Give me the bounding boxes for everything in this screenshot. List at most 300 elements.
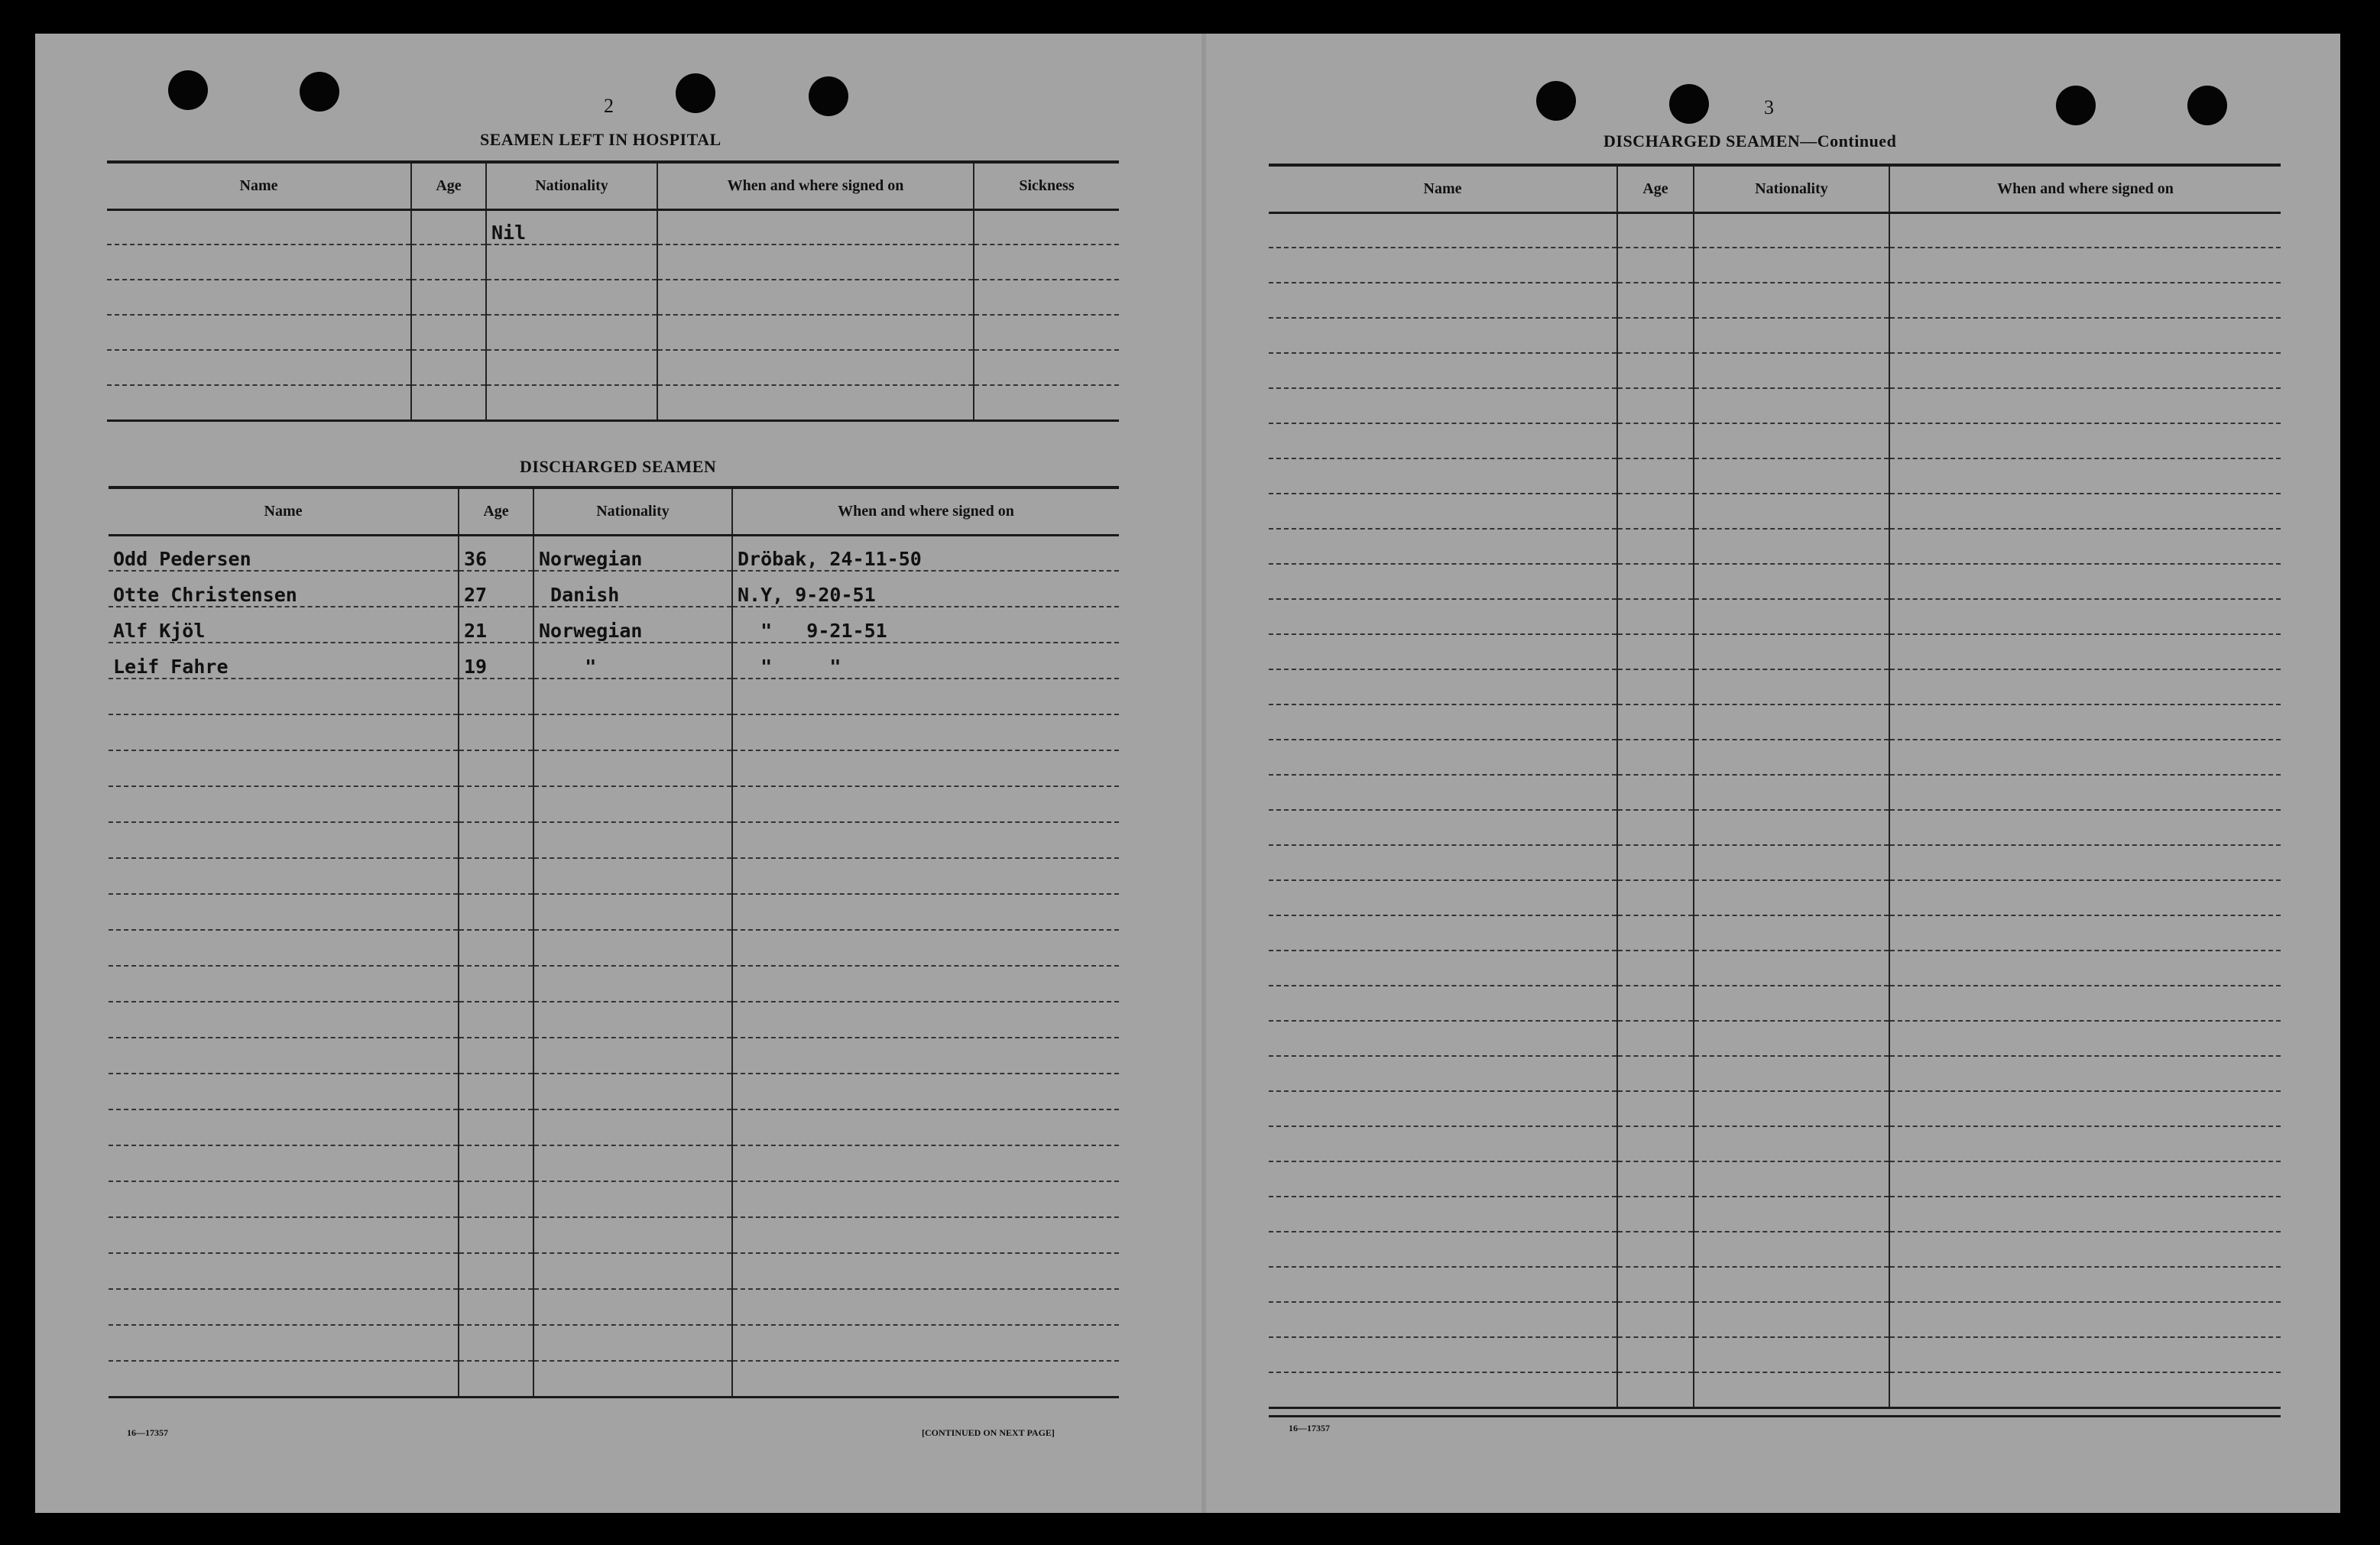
table-row [1269, 915, 2281, 951]
cell-age [459, 1181, 533, 1217]
cell-name [1269, 1302, 1617, 1337]
cell-name [109, 930, 459, 966]
cell-nationality [533, 1038, 732, 1074]
cell-age [459, 1074, 533, 1109]
cell-sickness [974, 315, 1119, 350]
table-row [109, 679, 1119, 714]
table-row [109, 643, 1119, 679]
cell-name [1269, 212, 1617, 248]
cell-signed-on [1889, 810, 2281, 845]
cell-nationality [533, 1074, 732, 1109]
cell-name [1269, 669, 1617, 704]
table-row [1269, 810, 2281, 845]
cell-age [1617, 740, 1694, 775]
cell-name [1269, 1126, 1617, 1161]
cell-age [1617, 845, 1694, 880]
hospital-section-title: SEAMEN LEFT IN HOSPITAL [480, 130, 721, 149]
cell-nationality [1694, 599, 1889, 634]
cell-name [109, 1038, 459, 1074]
cell-nationality [1694, 388, 1889, 423]
table-row [109, 1289, 1119, 1325]
table-row [1269, 951, 2281, 986]
cell-signed-on [732, 1109, 1119, 1145]
cell-age [1617, 775, 1694, 810]
cell-signed-on [1889, 599, 2281, 634]
cell-age [1617, 1126, 1694, 1161]
table-row [1269, 1302, 2281, 1337]
cell-name [1269, 494, 1617, 529]
cell-name [1269, 704, 1617, 740]
table-row [109, 930, 1119, 966]
cell-name [109, 1002, 459, 1038]
form-code: 16—17357 [1289, 1423, 1330, 1433]
table-row [1269, 423, 2281, 458]
cell-signed-on: " 9-21-51 [732, 607, 1119, 643]
table-row [1269, 599, 2281, 634]
cell-age [1617, 880, 1694, 915]
cell-signed-on: " " [732, 643, 1119, 679]
cell-nationality [1694, 1126, 1889, 1161]
discharged-table [109, 486, 1119, 1398]
cell-signed-on [1889, 1056, 2281, 1091]
cell-nationality [533, 822, 732, 858]
punch-hole [676, 73, 715, 113]
cell-age [1617, 388, 1694, 423]
cell-age [459, 1289, 533, 1325]
table-row [1269, 283, 2281, 318]
cell-nationality [1694, 1021, 1889, 1056]
cell-nationality [1694, 283, 1889, 318]
page-number: 3 [1764, 96, 1774, 118]
cell-sickness [974, 280, 1119, 315]
cell-name: Alf Kjöl [109, 607, 459, 643]
table-row [1269, 740, 2281, 775]
cell-name [109, 786, 459, 822]
cell-signed-on [1889, 388, 2281, 423]
cell-name [109, 1181, 459, 1217]
cell-age [1617, 599, 1694, 634]
cell-nationality [533, 1253, 732, 1289]
cell-name [1269, 634, 1617, 669]
cell-signed-on [1889, 283, 2281, 318]
cell-name [1269, 458, 1617, 494]
table-row [1269, 1372, 2281, 1407]
cell-signed-on [1889, 1197, 2281, 1232]
cell-signed-on [732, 786, 1119, 822]
column-header-name: Name [107, 162, 411, 209]
cell-nationality [533, 714, 732, 750]
cell-signed-on [1889, 1267, 2281, 1302]
table-row [107, 209, 1119, 245]
cell-age [1617, 1302, 1694, 1337]
cell-age [459, 750, 533, 786]
cell-nationality [533, 786, 732, 822]
table-row [1269, 669, 2281, 704]
cell-signed-on [1889, 494, 2281, 529]
column-header-nationality: Nationality [533, 487, 732, 535]
cell-name [109, 1109, 459, 1145]
cell-signed-on [1889, 1021, 2281, 1056]
cell-nationality [1694, 529, 1889, 564]
cell-signed-on [1889, 669, 2281, 704]
cell-name [1269, 1337, 1617, 1372]
table-row [1269, 1091, 2281, 1126]
cell-name [109, 1289, 459, 1325]
cell-nationality [1694, 1337, 1889, 1372]
cell-nationality [1694, 951, 1889, 986]
cell-signed-on [1889, 318, 2281, 353]
cell-name [1269, 248, 1617, 283]
cell-name [107, 385, 411, 420]
cell-signed-on [1889, 880, 2281, 915]
cell-nationality [533, 1217, 732, 1253]
table-row [1269, 318, 2281, 353]
cell-name [107, 245, 411, 280]
table-row [1269, 634, 2281, 669]
cell-age [411, 350, 486, 385]
cell-nationality [533, 1002, 732, 1038]
table-row [109, 714, 1119, 750]
table-row [109, 966, 1119, 1002]
table-row [109, 1109, 1119, 1145]
cell-signed-on [732, 858, 1119, 894]
cell-nationality [1694, 915, 1889, 951]
cell-nationality [1694, 212, 1889, 248]
cell-name [109, 1361, 459, 1397]
cell-name [109, 1217, 459, 1253]
cell-age [1617, 318, 1694, 353]
table-row [109, 607, 1119, 643]
table-row [1269, 248, 2281, 283]
cell-nationality [533, 966, 732, 1002]
cell-sickness [974, 209, 1119, 245]
table-bottom-rule [1269, 1415, 2281, 1417]
cell-name [107, 350, 411, 385]
table-row [109, 1038, 1119, 1074]
cell-name [1269, 529, 1617, 564]
cell-nationality [1694, 1232, 1889, 1267]
cell-signed-on [732, 750, 1119, 786]
cell-name [1269, 986, 1617, 1021]
cell-name [1269, 1021, 1617, 1056]
cell-signed-on [1889, 951, 2281, 986]
cell-name [109, 714, 459, 750]
table-row [109, 1361, 1119, 1397]
cell-signed-on [732, 1074, 1119, 1109]
table-row [1269, 1021, 2281, 1056]
table-row [1269, 388, 2281, 423]
cell-signed-on: Dröbak, 24-11-50 [732, 535, 1119, 571]
cell-age [411, 315, 486, 350]
table-row [107, 280, 1119, 315]
cell-name [1269, 1232, 1617, 1267]
cell-age [411, 280, 486, 315]
cell-age [459, 1038, 533, 1074]
discharged-continued-title-suffix: —Continued [1800, 131, 1897, 151]
cell-signed-on [732, 679, 1119, 714]
table-row [1269, 1337, 2281, 1372]
cell-signed-on [732, 1361, 1119, 1397]
table-row [1269, 1161, 2281, 1197]
cell-nationality [533, 930, 732, 966]
table-row [109, 535, 1119, 571]
cell-nationality [486, 245, 657, 280]
cell-age [459, 679, 533, 714]
punch-hole [1669, 84, 1709, 124]
cell-name [109, 858, 459, 894]
cell-name [109, 894, 459, 930]
table-row [1269, 1056, 2281, 1091]
cell-nationality [1694, 634, 1889, 669]
table-row [1269, 212, 2281, 248]
cell-nationality [1694, 564, 1889, 599]
cell-age [1617, 283, 1694, 318]
discharged-continued-title [1603, 131, 1896, 151]
cell-age [1617, 1056, 1694, 1091]
discharged-section-title: DISCHARGED SEAMEN [520, 457, 717, 476]
cell-signed-on [1889, 1161, 2281, 1197]
cell-nationality: Danish [533, 571, 732, 607]
cell-nationality: Nil [486, 209, 657, 245]
cell-nationality [486, 280, 657, 315]
cell-name [1269, 1091, 1617, 1126]
cell-name [1269, 1161, 1617, 1197]
cell-age: 19 [459, 643, 533, 679]
cell-name [107, 315, 411, 350]
cell-signed-on [1889, 248, 2281, 283]
cell-signed-on [1889, 1302, 2281, 1337]
cell-nationality [533, 894, 732, 930]
cell-age [1617, 1161, 1694, 1197]
cell-signed-on [1889, 986, 2281, 1021]
cell-signed-on [732, 1289, 1119, 1325]
punch-hole [1536, 81, 1576, 121]
cell-age [459, 894, 533, 930]
cell-name: Otte Christensen [109, 571, 459, 607]
table-row [1269, 845, 2281, 880]
cell-nationality [1694, 775, 1889, 810]
column-header-signed-on: When and where signed on [732, 487, 1119, 535]
cell-nationality [533, 858, 732, 894]
cell-age [1617, 1021, 1694, 1056]
cell-signed-on [1889, 1126, 2281, 1161]
cell-age [1617, 529, 1694, 564]
cell-nationality [1694, 986, 1889, 1021]
cell-name [107, 280, 411, 315]
cell-name [1269, 915, 1617, 951]
cell-nationality [1694, 248, 1889, 283]
table-row [109, 894, 1119, 930]
cell-name [1269, 1056, 1617, 1091]
cell-signed-on [732, 714, 1119, 750]
cell-age [459, 930, 533, 966]
cell-name: Leif Fahre [109, 643, 459, 679]
cell-name [109, 679, 459, 714]
cell-age [459, 786, 533, 822]
document-sheet [35, 34, 2340, 1513]
cell-age [1617, 353, 1694, 388]
cell-signed-on [1889, 1091, 2281, 1126]
cell-name [109, 750, 459, 786]
table-row [1269, 775, 2281, 810]
cell-signed-on [1889, 775, 2281, 810]
column-header-name: Name [109, 487, 459, 535]
cell-age: 27 [459, 571, 533, 607]
cell-age [1617, 248, 1694, 283]
cell-nationality [1694, 423, 1889, 458]
cell-sickness [974, 350, 1119, 385]
cell-signed-on [732, 1253, 1119, 1289]
cell-age [411, 209, 486, 245]
cell-nationality [1694, 1161, 1889, 1197]
table-row [107, 245, 1119, 280]
table-row [109, 1002, 1119, 1038]
punch-hole [809, 76, 848, 116]
cell-nationality [486, 315, 657, 350]
cell-nationality [1694, 704, 1889, 740]
cell-age [1617, 951, 1694, 986]
table-row [1269, 1126, 2281, 1161]
cell-nationality [1694, 1302, 1889, 1337]
cell-signed-on [732, 1217, 1119, 1253]
cell-name [109, 1145, 459, 1181]
table-row [1269, 529, 2281, 564]
cell-signed-on [1889, 529, 2281, 564]
cell-signed-on [732, 1145, 1119, 1181]
cell-age [459, 1325, 533, 1361]
cell-signed-on [732, 822, 1119, 858]
cell-nationality [533, 679, 732, 714]
cell-name [1269, 845, 1617, 880]
cell-age [1617, 458, 1694, 494]
cell-age [459, 1217, 533, 1253]
cell-age [459, 1253, 533, 1289]
table-row [1269, 458, 2281, 494]
table-row [1269, 1232, 2281, 1267]
cell-signed-on [1889, 212, 2281, 248]
cell-name [1269, 1197, 1617, 1232]
cell-nationality: Norwegian [533, 607, 732, 643]
column-header-age: Age [459, 487, 533, 535]
cell-nationality [1694, 1091, 1889, 1126]
cell-nationality [486, 385, 657, 420]
column-header-age: Age [1617, 165, 1694, 212]
cell-nationality [533, 750, 732, 786]
punch-hole [2056, 86, 2096, 125]
cell-signed-on [732, 930, 1119, 966]
cell-nationality [1694, 1372, 1889, 1407]
cell-signed-on [1889, 1337, 2281, 1372]
cell-signed-on [1889, 458, 2281, 494]
cell-age [1617, 1372, 1694, 1407]
cell-nationality: Norwegian [533, 535, 732, 571]
continued-note: [CONTINUED ON NEXT PAGE] [922, 1427, 1055, 1438]
cell-age [1617, 1232, 1694, 1267]
cell-nationality [1694, 458, 1889, 494]
cell-age [1617, 1337, 1694, 1372]
table-row [1269, 1197, 2281, 1232]
table-row [109, 786, 1119, 822]
cell-age [1617, 1267, 1694, 1302]
form-code: 16—17357 [127, 1427, 168, 1438]
cell-age [1617, 212, 1694, 248]
cell-signed-on [657, 209, 974, 245]
table-row [109, 571, 1119, 607]
cell-nationality [1694, 880, 1889, 915]
table-row [109, 750, 1119, 786]
cell-nationality [1694, 845, 1889, 880]
cell-age [1617, 810, 1694, 845]
cell-nationality [1694, 353, 1889, 388]
cell-signed-on [1889, 845, 2281, 880]
cell-age [1617, 915, 1694, 951]
cell-name [1269, 1372, 1617, 1407]
table-row [1269, 353, 2281, 388]
cell-nationality [1694, 1197, 1889, 1232]
cell-nationality [1694, 810, 1889, 845]
cell-signed-on [657, 350, 974, 385]
cell-signed-on [657, 315, 974, 350]
page-number: 2 [604, 95, 614, 117]
cell-age [459, 858, 533, 894]
column-header-name: Name [1269, 165, 1617, 212]
cell-name [109, 822, 459, 858]
cell-age [459, 1002, 533, 1038]
table-row [109, 1217, 1119, 1253]
table-row [1269, 880, 2281, 915]
column-header-signed-on: When and where signed on [1889, 165, 2281, 212]
cell-signed-on [1889, 564, 2281, 599]
cell-name [1269, 810, 1617, 845]
cell-age [459, 714, 533, 750]
cell-age [459, 1361, 533, 1397]
cell-name [1269, 880, 1617, 915]
cell-age [1617, 494, 1694, 529]
cell-signed-on [1889, 353, 2281, 388]
cell-nationality [533, 1289, 732, 1325]
cell-signed-on [1889, 1232, 2281, 1267]
cell-nationality [1694, 740, 1889, 775]
cell-name [109, 1325, 459, 1361]
cell-nationality [533, 1325, 732, 1361]
cell-signed-on [657, 385, 974, 420]
table-row [107, 350, 1119, 385]
cell-signed-on [1889, 634, 2281, 669]
table-row [109, 1253, 1119, 1289]
cell-age: 36 [459, 535, 533, 571]
discharged-continued-table [1269, 164, 2281, 1409]
page-fold [1201, 34, 1206, 1513]
cell-age [1617, 634, 1694, 669]
table-row [109, 1074, 1119, 1109]
cell-age [1617, 423, 1694, 458]
punch-hole [168, 70, 208, 110]
cell-age [459, 966, 533, 1002]
table-row [1269, 494, 2281, 529]
cell-signed-on [732, 1002, 1119, 1038]
cell-signed-on [657, 280, 974, 315]
cell-signed-on: N.Y, 9-20-51 [732, 571, 1119, 607]
cell-age [1617, 669, 1694, 704]
cell-signed-on [732, 1325, 1119, 1361]
cell-nationality [1694, 669, 1889, 704]
cell-signed-on [732, 1181, 1119, 1217]
cell-signed-on [1889, 704, 2281, 740]
punch-hole [2187, 86, 2227, 125]
cell-name [1269, 951, 1617, 986]
cell-signed-on [1889, 1372, 2281, 1407]
cell-nationality: " [533, 643, 732, 679]
